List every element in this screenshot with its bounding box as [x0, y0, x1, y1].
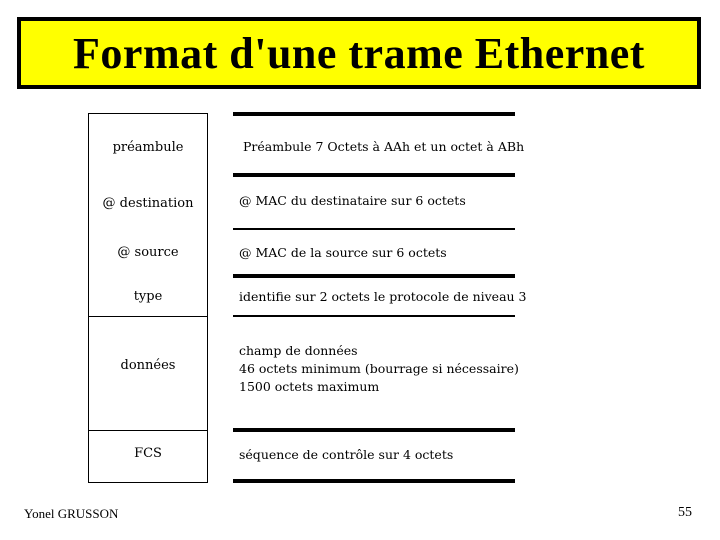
field-label-source: @ source: [117, 245, 179, 260]
field-label-preamble: préambule: [112, 140, 184, 155]
field-label-fcs: FCS: [134, 446, 162, 461]
field-description-type: identifie sur 2 octets le protocole de niveau 3: [239, 289, 527, 304]
description-separator: [233, 173, 515, 177]
field-description-data-line3: 1500 octets maximum: [239, 379, 380, 394]
field-description-fcs: séquence de contrôle sur 4 octets: [239, 447, 454, 462]
author-name: Yonel GRUSSON: [24, 506, 119, 521]
slide-title: Format d'une trame Ethernet: [73, 28, 645, 78]
page-number: 55: [678, 505, 692, 520]
field-label-destination: @ destination: [102, 196, 194, 211]
description-separator: [233, 112, 515, 116]
description-separator: [233, 479, 515, 483]
description-separator: [233, 428, 515, 432]
field-description-data-line1: champ de données: [239, 343, 358, 358]
field-label-type: type: [133, 289, 163, 304]
description-separator: [233, 228, 515, 230]
field-description-data-line2: 46 octets minimum (bourrage si nécessaire): [239, 361, 519, 376]
row-divider: [88, 430, 208, 431]
field-description-destination: @ MAC du destinataire sur 6 octets: [239, 193, 466, 208]
field-description-source: @ MAC de la source sur 6 octets: [239, 245, 447, 260]
description-separator: [233, 315, 515, 317]
description-separator: [233, 274, 515, 278]
field-description-preamble: Préambule 7 Octets à AAh et un octet à ABh: [243, 139, 525, 154]
field-label-data: données: [120, 358, 176, 373]
row-divider: [88, 316, 208, 317]
title-banner: [17, 17, 701, 89]
